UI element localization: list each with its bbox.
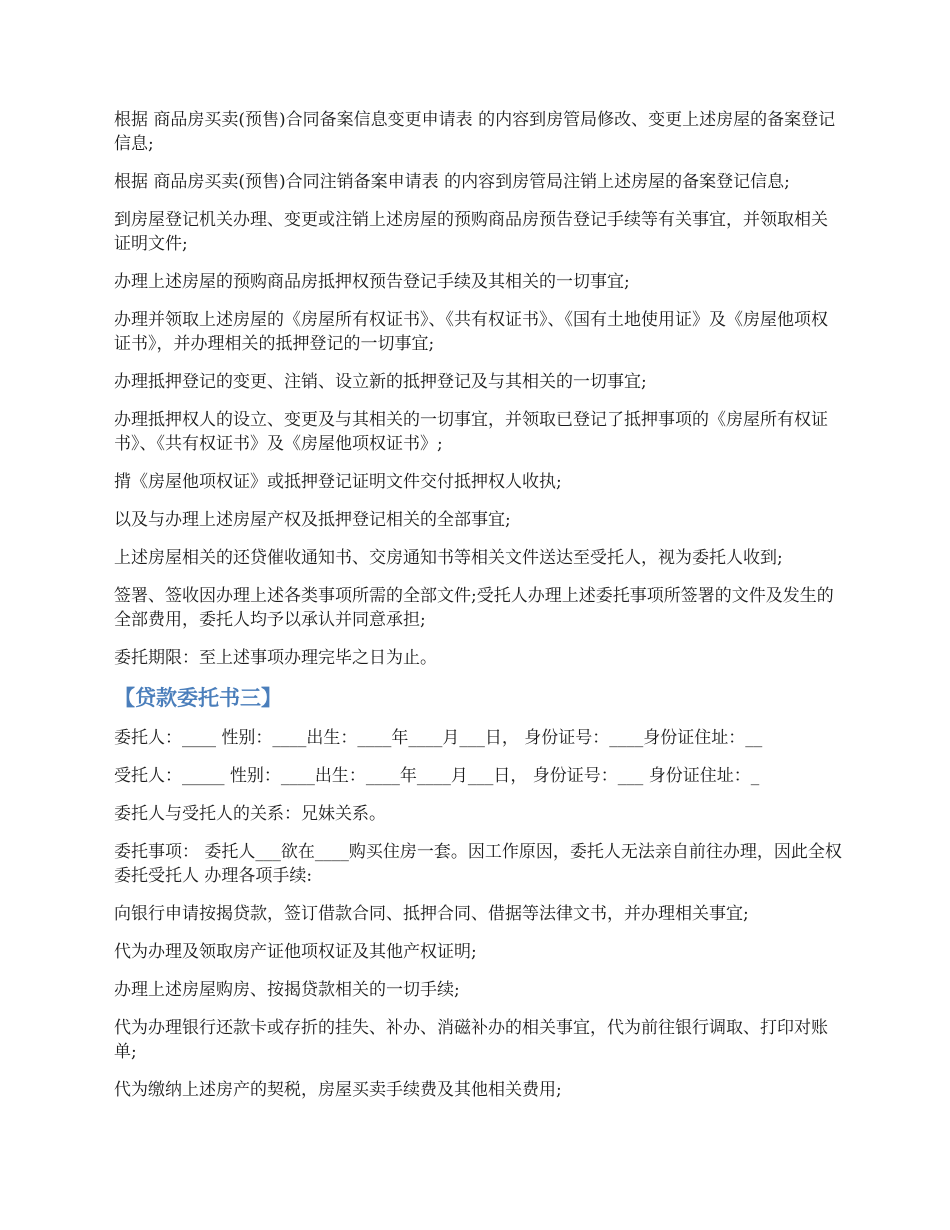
paragraph: 揹《房屋他项权证》或抵押登记证明文件交付抵押权人收执;	[114, 472, 562, 492]
paragraph: 代为办理银行还款卡或存折的挂失、补办、消磁补办的相关事宜，代为前往银行调取、打印对账单;	[114, 1018, 828, 1062]
paragraph: 代为缴纳上述房产的契税，房屋买卖手续费及其他相关费用;	[114, 1080, 562, 1100]
paragraph: 签署、签收因办理上述各类事项所需的全部文件;受托人办理上述委托事项所签署的文件及发生的全部费用，委托人均予以承认并同意承担;	[114, 586, 834, 630]
section-heading: 【贷款委托书三】	[114, 686, 282, 710]
paragraph: 委托人：____ 性别：____出生：____年____月___日， 身份证号：____身份证住址：__	[114, 728, 763, 748]
paragraph: 根据 商品房买卖(预售)合同注销备案申请表 的内容到房管局注销上述房屋的备案登记信息;	[114, 172, 790, 192]
paragraph: 委托人与受托人的关系：兄妹关系。	[114, 804, 386, 824]
paragraph: 上述房屋相关的还贷催收通知书、交房通知书等相关文件送达至受托人，视为委托人收到;	[114, 548, 783, 568]
paragraph: 代为办理及领取房产证他项权证及其他产权证明;	[114, 942, 477, 962]
paragraph: 办理抵押登记的变更、注销、设立新的抵押登记及与其相关的一切事宜;	[114, 372, 647, 392]
paragraph: 办理并领取上述房屋的《房屋所有权证书》、《共有权证书》、《国有土地使用证》及《房屋他项权证书》，并办理相关的抵押登记的一切事宜;	[114, 310, 828, 354]
paragraph: 办理上述房屋的预购商品房抵押权预告登记手续及其相关的一切事宜;	[114, 272, 630, 292]
paragraph: 以及与办理上述房屋产权及抵押登记相关的全部事宜;	[114, 510, 511, 530]
paragraph: 向银行申请按揭贷款，签订借款合同、抵押合同、借据等法律文书，并办理相关事宜;	[114, 904, 749, 924]
paragraph: 受托人：_____ 性别：____出生：____年____月___日， 身份证号：___ 身份证住址：_	[114, 766, 760, 786]
document-body	[114, 108, 844, 1116]
paragraph: 委托期限：至上述事项办理完毕之日为止。	[114, 648, 437, 668]
paragraph: 办理抵押权人的设立、变更及与其相关的一切事宜，并领取已登记了抵押事项的《房屋所有权证书》、《共有权证书》及《房屋他项权证书》;	[114, 410, 828, 454]
paragraph: 办理上述房屋购房、按揭贷款相关的一切手续;	[114, 980, 460, 1000]
paragraph: 委托事项： 委托人___欲在____购买住房一套。因工作原因，委托人无法亲自前往办理，因此全权委托受托人 办理各项手续:	[114, 842, 842, 886]
paragraph: 到房屋登记机关办理、变更或注销上述房屋的预购商品房预告登记手续等有关事宜，并领取相关证明文件;	[114, 210, 828, 254]
paragraph: 根据 商品房买卖(预售)合同备案信息变更申请表 的内容到房管局修改、变更上述房屋的备案登记信息;	[114, 110, 836, 154]
